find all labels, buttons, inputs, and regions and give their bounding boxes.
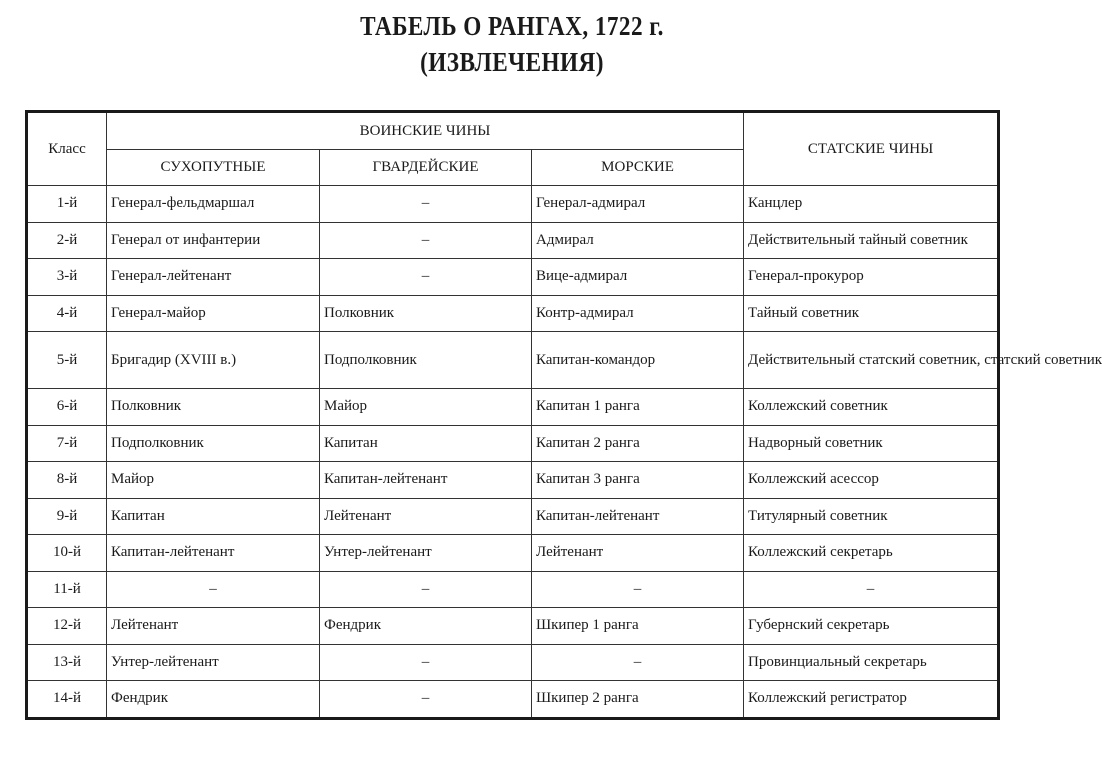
- table-row: [27, 295, 999, 332]
- table-row: [27, 571, 999, 608]
- guards-rank-cell: Подполковник: [320, 332, 532, 389]
- land-rank-cell: Бригадир (XVIII в.): [107, 332, 320, 389]
- land-rank-cell: Лейтенант: [107, 608, 320, 645]
- header-land-ranks: СУХОПУТНЫЕ: [107, 150, 320, 186]
- civil-rank-cell: Коллежский секретарь: [744, 535, 999, 572]
- guards-rank-cell: –: [320, 222, 532, 259]
- class-cell: 3-й: [27, 259, 107, 296]
- land-rank-cell: Полковник: [107, 389, 320, 426]
- class-cell: 8-й: [27, 462, 107, 499]
- land-rank-cell: Фендрик: [107, 681, 320, 719]
- table-row: [27, 259, 999, 296]
- class-cell: 2-й: [27, 222, 107, 259]
- table-row: [27, 425, 999, 462]
- guards-rank-cell: Капитан: [320, 425, 532, 462]
- civil-rank-cell: Коллежский советник: [744, 389, 999, 426]
- civil-rank-cell: Генерал-прокурор: [744, 259, 999, 296]
- naval-rank-cell: Капитан 1 ранга: [532, 389, 744, 426]
- class-cell: 1-й: [27, 186, 107, 223]
- land-rank-cell: Генерал-лейтенант: [107, 259, 320, 296]
- civil-rank-cell: Титулярный советник: [744, 498, 999, 535]
- land-rank-cell: Генерал-майор: [107, 295, 320, 332]
- naval-rank-cell: Капитан-лейтенант: [532, 498, 744, 535]
- guards-rank-cell: –: [320, 186, 532, 223]
- ranks-table: [25, 110, 1102, 720]
- guards-rank-cell: Капитан-лейтенант: [320, 462, 532, 499]
- civil-rank-cell: Надворный советник: [744, 425, 999, 462]
- guards-rank-cell: Майор: [320, 389, 532, 426]
- naval-rank-cell: Вице-адмирал: [532, 259, 744, 296]
- guards-rank-cell: Полковник: [320, 295, 532, 332]
- header-naval-ranks: МОРСКИЕ: [532, 150, 744, 186]
- header-military-ranks: ВОИНСКИЕ ЧИНЫ: [107, 112, 744, 150]
- civil-rank-cell: Действительный статский советник, статский советник: [744, 332, 999, 389]
- guards-rank-cell: Лейтенант: [320, 498, 532, 535]
- class-cell: 10-й: [27, 535, 107, 572]
- land-rank-cell: Капитан: [107, 498, 320, 535]
- naval-rank-cell: Капитан 2 ранга: [532, 425, 744, 462]
- naval-rank-cell: Шкипер 2 ранга: [532, 681, 744, 719]
- table-row: [27, 644, 999, 681]
- naval-rank-cell: Капитан-командор: [532, 332, 744, 389]
- header-class: Класс: [27, 112, 107, 186]
- header-guards-ranks: ГВАРДЕЙСКИЕ: [320, 150, 532, 186]
- class-cell: 5-й: [27, 332, 107, 389]
- civil-rank-cell: Тайный советник: [744, 295, 999, 332]
- land-rank-cell: Подполковник: [107, 425, 320, 462]
- civil-rank-cell: Коллежский регистратор: [744, 681, 999, 719]
- page-subtitle: (ИЗВЛЕЧЕНИЯ): [420, 47, 604, 77]
- civil-rank-cell: Действительный тайный советник: [744, 222, 999, 259]
- guards-rank-cell: Фендрик: [320, 608, 532, 645]
- table-row: [27, 498, 999, 535]
- class-cell: 7-й: [27, 425, 107, 462]
- guards-rank-cell: Унтер-лейтенант: [320, 535, 532, 572]
- land-rank-cell: Генерал от инфантерии: [107, 222, 320, 259]
- class-cell: 14-й: [27, 681, 107, 719]
- class-cell: 12-й: [27, 608, 107, 645]
- land-rank-cell: Капитан-лейтенант: [107, 535, 320, 572]
- naval-rank-cell: Капитан 3 ранга: [532, 462, 744, 499]
- class-cell: 13-й: [27, 644, 107, 681]
- land-rank-cell: Майор: [107, 462, 320, 499]
- table-row: [27, 681, 999, 719]
- guards-rank-cell: –: [320, 681, 532, 719]
- naval-rank-cell: Контр-адмирал: [532, 295, 744, 332]
- guards-rank-cell: –: [320, 259, 532, 296]
- class-cell: 4-й: [27, 295, 107, 332]
- class-cell: 9-й: [27, 498, 107, 535]
- table-row: [27, 535, 999, 572]
- civil-rank-cell: Канцлер: [744, 186, 999, 223]
- civil-rank-cell: Провинциальный секретарь: [744, 644, 999, 681]
- naval-rank-cell: Лейтенант: [532, 535, 744, 572]
- table-row: [27, 332, 999, 389]
- civil-rank-cell: –: [744, 571, 999, 608]
- land-rank-cell: –: [107, 571, 320, 608]
- table-row: [27, 186, 999, 223]
- table-row: [27, 389, 999, 426]
- civil-rank-cell: Губернский секретарь: [744, 608, 999, 645]
- naval-rank-cell: Генерал-адмирал: [532, 186, 744, 223]
- page-title: ТАБЕЛЬ О РАНГАХ, 1722 г.: [360, 11, 664, 41]
- naval-rank-cell: Адмирал: [532, 222, 744, 259]
- naval-rank-cell: –: [532, 571, 744, 608]
- table-row: [27, 608, 999, 645]
- naval-rank-cell: Шкипер 1 ранга: [532, 608, 744, 645]
- ranks-table-body: [27, 186, 1102, 719]
- land-rank-cell: Унтер-лейтенант: [107, 644, 320, 681]
- class-cell: 6-й: [27, 389, 107, 426]
- header-civil-ranks: СТАТСКИЕ ЧИНЫ: [744, 112, 999, 186]
- guards-rank-cell: –: [320, 571, 532, 608]
- civil-rank-cell: Коллежский асессор: [744, 462, 999, 499]
- table-row: [27, 222, 999, 259]
- naval-rank-cell: –: [532, 644, 744, 681]
- land-rank-cell: Генерал-фельдмаршал: [107, 186, 320, 223]
- class-cell: 11-й: [27, 571, 107, 608]
- table-row: [27, 462, 999, 499]
- guards-rank-cell: –: [320, 644, 532, 681]
